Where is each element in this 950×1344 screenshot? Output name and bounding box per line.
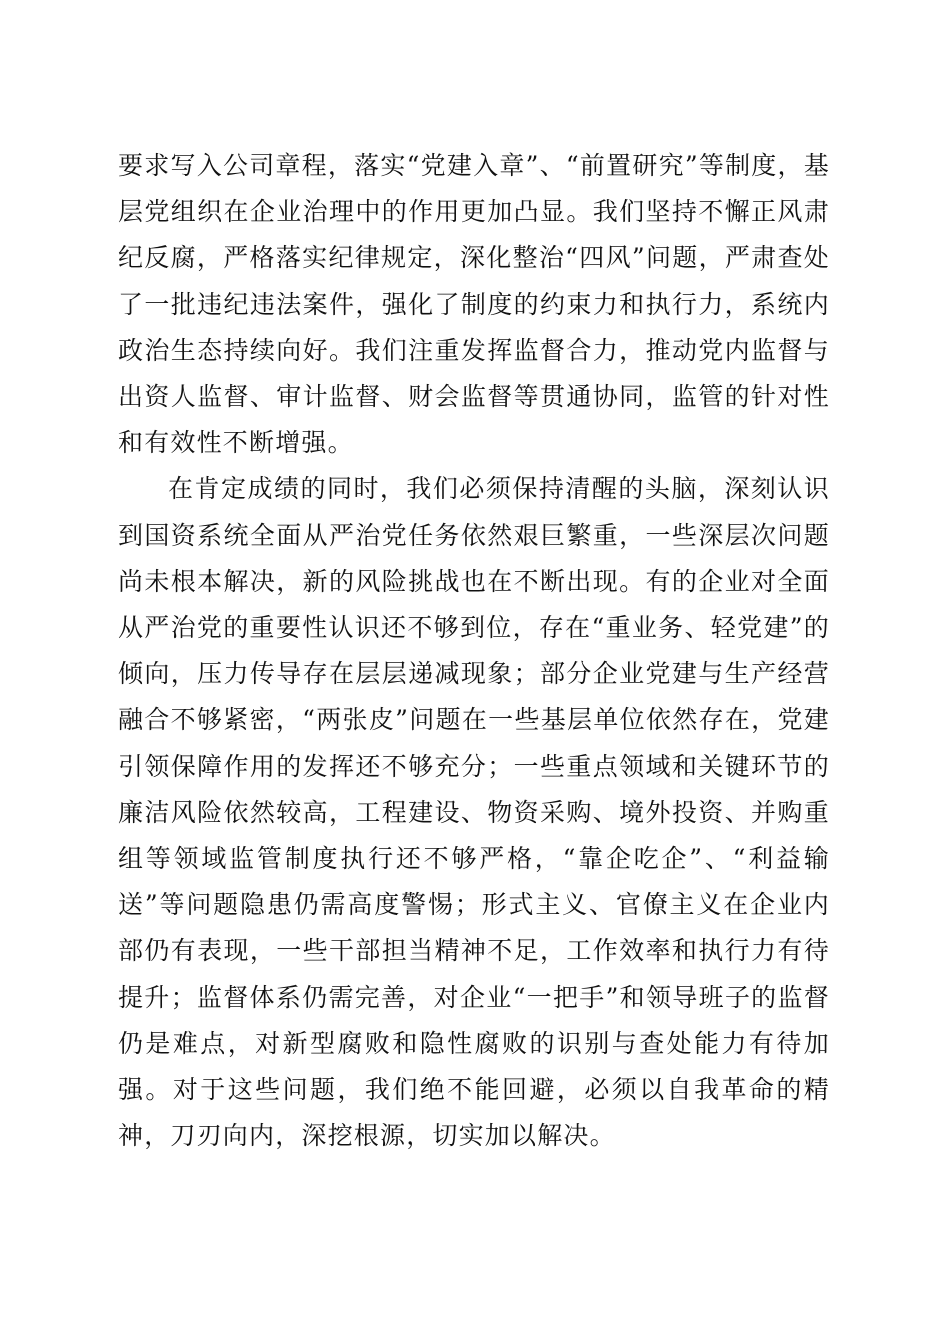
paragraph-2: 在肯定成绩的同时，我们必须保持清醒的头脑，深刻认识到国资系统全面从严治党任务依然艰巨繁重，一些深层次问题尚未根本解决，新的风险挑战也在不断出现。有的企业对全面从严治党的重要性认识还不够到位，存在“重业务、轻党建”的倾向，压力传导存在层层递减现象；部分企业党建与生产经营融合不够紧密，“两张皮”问题在一些基层单位依然存在，党建引领保障作用的发挥还不够充分；一些重点领域和关键环节的廉洁风险依然较高，工程建设、物资采购、境外投资、并购重组等领域监管制度执行还不够严格，“靠企吃企”、“利益输送”等问题隐患仍需高度警惕；形式主义、官僚主义在企业内部仍有表现，一些干部担当精神不足，工作效率和执行力有待提升；监督体系仍需完善，对企业“一把手”和领导班子的监督仍是难点，对新型腐败和隐性腐败的识别与查处能力有待加强。对于这些问题，我们绝不能回避，必须以自我革命的精神，刀刃向内，深挖根源，切实加以解决。 xyxy=(118,474,830,1151)
document-body xyxy=(118,143,830,1159)
paragraph-1: 要求写入公司章程，落实“党建入章”、“前置研究”等制度，基层党组织在企业治理中的作用更加凸显。我们坚持不懈正风肃纪反腐，严格落实纪律规定，深化整治“四风”问题，严肃查处了一批违纪违法案件，强化了制度的约束力和执行力，系统内政治生态持续向好。我们注重发挥监督合力，推动党内监督与出资人监督、审计监督、财会监督等贯通协同，监管的针对性和有效性不断增强。 xyxy=(118,151,830,458)
